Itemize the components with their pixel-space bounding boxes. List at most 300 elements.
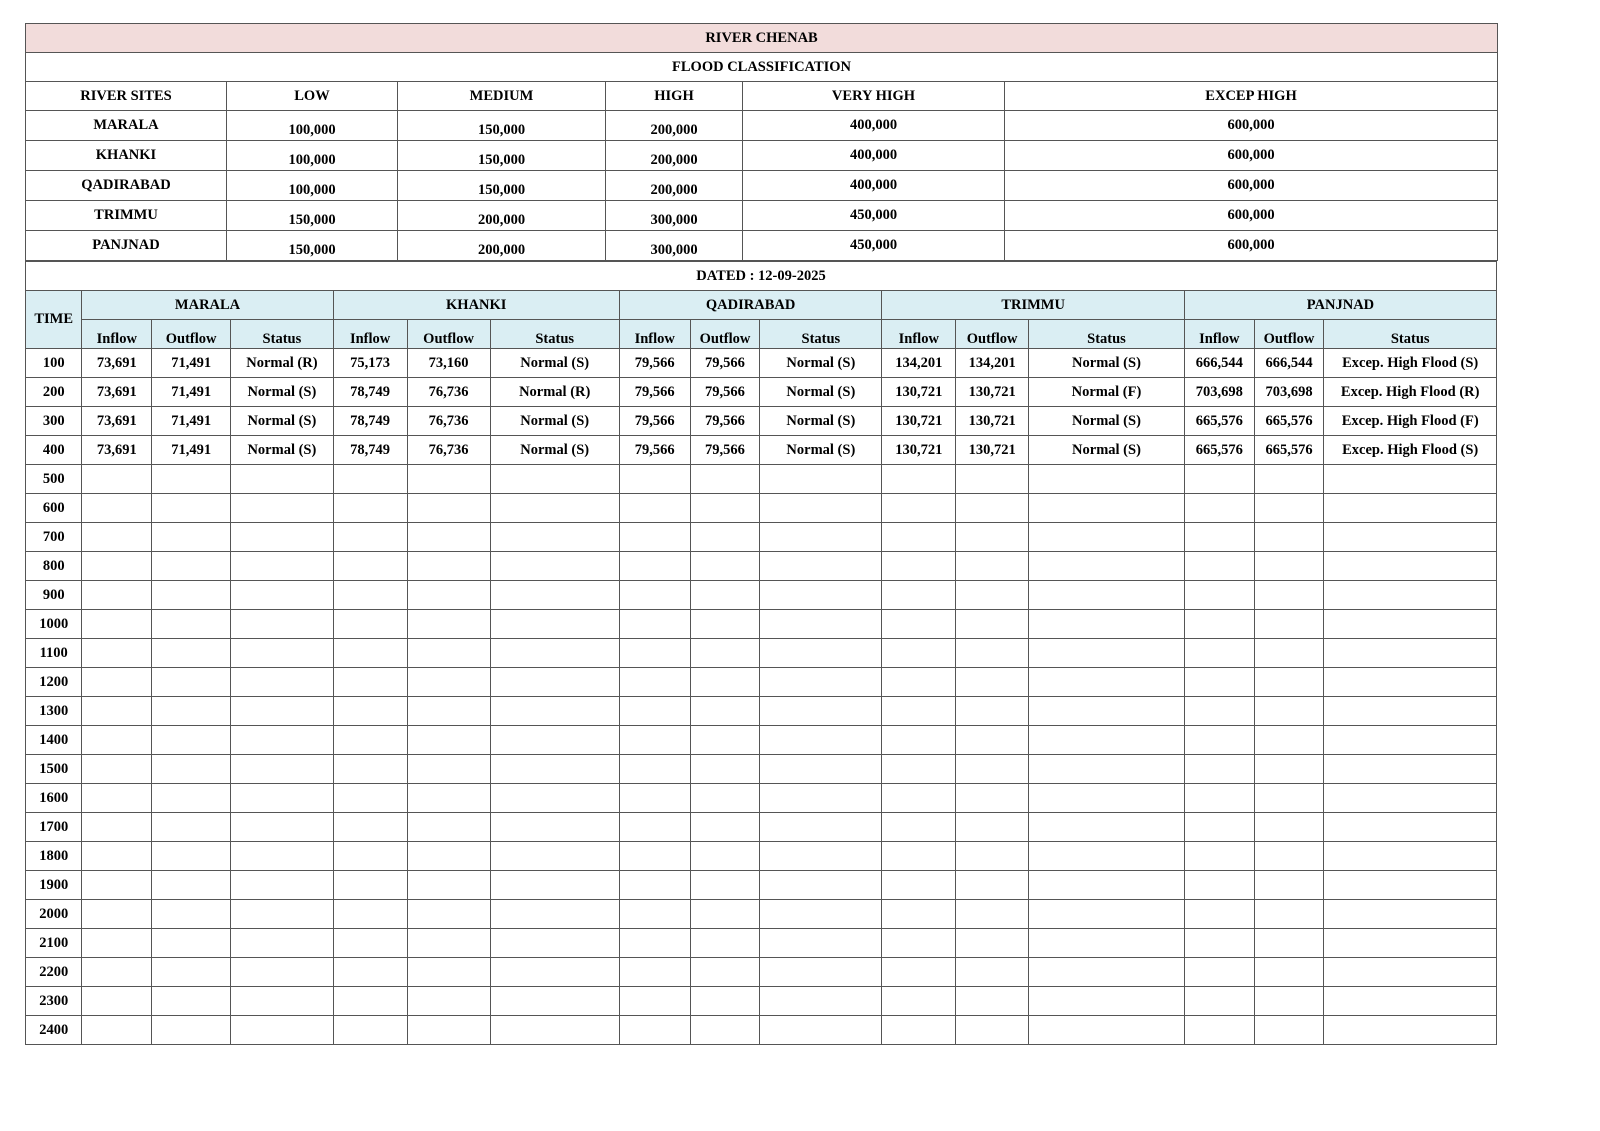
table-row [26,378,1497,407]
flow-cell [231,494,334,523]
flow-cell: 79,566 [619,378,690,407]
flow-cell: Excep. High Flood (S) [1324,349,1497,378]
flow-cell: 665,576 [1254,436,1324,465]
flow-cell: Normal (S) [231,436,334,465]
flow-cell [690,668,760,697]
flow-cell [956,842,1029,871]
flow-cell [231,900,334,929]
threshold-value: 600,000 [1005,231,1498,261]
flow-cell [619,552,690,581]
threshold-value: 300,000 [606,201,743,231]
flow-cell [1184,697,1254,726]
table-row [26,842,1497,871]
flow-cell [882,842,956,871]
status-header: Status [231,320,334,349]
table-row [26,987,1497,1016]
flow-cell: 71,491 [152,436,231,465]
flood-sheet [25,23,1497,1045]
threshold-value: 150,000 [398,141,606,171]
flow-cell [1254,987,1324,1016]
flow-cell [407,581,490,610]
flow-cell [760,552,882,581]
site-name: MARALA [26,111,227,141]
sheet-title: RIVER CHENAB [26,24,1498,53]
flow-cell [956,987,1029,1016]
flow-cell [1254,726,1324,755]
time-cell: 100 [26,349,82,378]
flow-cell [690,581,760,610]
threshold-value: 400,000 [743,141,1005,171]
flow-cell: 73,691 [82,407,152,436]
flow-cell [882,958,956,987]
flow-cell [82,581,152,610]
flow-cell [407,465,490,494]
flow-cell [1029,784,1185,813]
flow-cell [152,494,231,523]
flow-cell [333,842,407,871]
time-cell: 1900 [26,871,82,900]
hourly-flow-table [25,261,1497,1045]
table-row [26,523,1497,552]
time-cell: 900 [26,581,82,610]
flow-cell [152,523,231,552]
time-cell: 800 [26,552,82,581]
flow-cell [333,929,407,958]
flow-cell [956,1016,1029,1045]
flow-cell: 665,576 [1184,436,1254,465]
flow-cell: 78,749 [333,436,407,465]
flow-cell [333,958,407,987]
flow-cell [690,871,760,900]
flow-cell [760,523,882,552]
flow-cell [231,726,334,755]
flow-cell [760,726,882,755]
flow-cell [619,755,690,784]
flow-cell: 130,721 [956,378,1029,407]
flow-cell [760,494,882,523]
flow-cell [760,958,882,987]
flow-cell [882,465,956,494]
threshold-value: 200,000 [606,111,743,141]
classification-header-row [26,82,1498,111]
flow-cell: 78,749 [333,378,407,407]
time-cell: 1500 [26,755,82,784]
flow-cell [1184,900,1254,929]
flow-cell [1254,581,1324,610]
outflow-header: Outflow [956,320,1029,349]
flow-cell [1324,552,1497,581]
flow-cell [490,929,619,958]
table-row [26,436,1497,465]
flow-cell [152,610,231,639]
time-cell: 1600 [26,784,82,813]
flow-cell [407,784,490,813]
flow-cell [231,871,334,900]
table-row [26,958,1497,987]
flow-cell [882,494,956,523]
flow-cell [760,784,882,813]
flow-cell [1184,1016,1254,1045]
inflow-header: Inflow [82,320,152,349]
flow-cell [490,465,619,494]
flow-cell [882,581,956,610]
flow-cell: 665,576 [1184,407,1254,436]
time-cell: 300 [26,407,82,436]
flow-cell [333,697,407,726]
flow-cell [152,755,231,784]
flow-cell [1254,639,1324,668]
flow-cell [152,697,231,726]
flow-cell [231,581,334,610]
flow-cell [82,552,152,581]
threshold-value: 600,000 [1005,111,1498,141]
flow-cell [1324,842,1497,871]
flow-cell [490,639,619,668]
flow-cell [1029,755,1185,784]
flow-cell [1254,813,1324,842]
threshold-value: 450,000 [743,231,1005,261]
flow-cell [1184,581,1254,610]
threshold-value: 100,000 [227,111,398,141]
flow-cell [333,639,407,668]
flow-cell [1184,523,1254,552]
flow-cell [231,987,334,1016]
table-row [26,494,1497,523]
flow-cell [1324,755,1497,784]
flow-cell [690,958,760,987]
time-cell: 600 [26,494,82,523]
flow-cell [1254,755,1324,784]
flow-cell [490,668,619,697]
flow-cell [1184,813,1254,842]
flow-cell [490,610,619,639]
flow-cell [82,610,152,639]
threshold-value: 150,000 [398,111,606,141]
flow-cell: Normal (S) [490,407,619,436]
classification-row-khanki [26,141,1498,171]
flow-cell [231,465,334,494]
flow-cell: 79,566 [690,436,760,465]
flow-cell [152,958,231,987]
flow-cell [1029,842,1185,871]
flow-cell [690,784,760,813]
table-row [26,755,1497,784]
flow-cell [619,871,690,900]
flow-cell: Normal (S) [231,407,334,436]
table-row [26,1016,1497,1045]
flow-cell [619,784,690,813]
flow-cell [1029,581,1185,610]
header-excep-high: EXCEP HIGH [1005,82,1498,111]
flow-cell [152,871,231,900]
time-cell: 1300 [26,697,82,726]
flow-cell [1254,1016,1324,1045]
flow-cell [82,871,152,900]
flow-cell: 79,566 [619,349,690,378]
flow-cell: 78,749 [333,407,407,436]
header-high: HIGH [606,82,743,111]
flow-cell: 79,566 [690,407,760,436]
flow-cell [619,813,690,842]
time-cell: 1400 [26,726,82,755]
time-cell: 1800 [26,842,82,871]
flow-cell [490,842,619,871]
flow-cell [490,871,619,900]
threshold-value: 200,000 [398,201,606,231]
flow-cell [760,813,882,842]
flow-cell [1184,871,1254,900]
flow-cell [619,842,690,871]
time-cell: 500 [26,465,82,494]
flow-cell [1254,668,1324,697]
flow-cell [956,900,1029,929]
flow-cell [152,900,231,929]
flow-cell [1324,726,1497,755]
threshold-value: 400,000 [743,111,1005,141]
site-name: KHANKI [26,141,227,171]
flow-cell: 71,491 [152,349,231,378]
table-row [26,349,1497,378]
flow-cell [231,639,334,668]
flow-cell [407,958,490,987]
flow-cell [1029,871,1185,900]
flow-cell [619,581,690,610]
flow-cell [82,465,152,494]
flow-cell: 134,201 [956,349,1029,378]
flow-cell [407,610,490,639]
threshold-value: 150,000 [398,171,606,201]
flow-cell [882,929,956,958]
classification-row-panjnad [26,231,1498,261]
flow-cell [760,1016,882,1045]
flow-cell [956,726,1029,755]
flow-cell [1029,900,1185,929]
flow-cell: Normal (S) [1029,407,1185,436]
time-cell: 2000 [26,900,82,929]
flow-cell [956,523,1029,552]
flow-cell [1184,842,1254,871]
flow-cell [1184,610,1254,639]
flow-cell [333,552,407,581]
flow-cell [760,639,882,668]
flow-cell: 76,736 [407,378,490,407]
dated-label: DATED : 12-09-2025 [26,262,1497,291]
flow-cell [152,813,231,842]
site-name: QADIRABAD [26,171,227,201]
flow-cell [619,668,690,697]
flow-cell [1324,610,1497,639]
flow-cell [1184,987,1254,1016]
threshold-value: 600,000 [1005,141,1498,171]
flow-cell [152,639,231,668]
inflow-header: Inflow [333,320,407,349]
flow-cell [231,813,334,842]
flow-cell [1324,1016,1497,1045]
header-very-high: VERY HIGH [743,82,1005,111]
flow-cell [690,610,760,639]
flow-cell [882,1016,956,1045]
time-cell: 1700 [26,813,82,842]
inflow-header: Inflow [619,320,690,349]
flow-cell [333,523,407,552]
flow-cell: 134,201 [882,349,956,378]
table-row [26,552,1497,581]
inflow-header: Inflow [1184,320,1254,349]
flow-cell: 666,544 [1254,349,1324,378]
flow-cell: 665,576 [1254,407,1324,436]
flow-cell [333,465,407,494]
outflow-header: Outflow [407,320,490,349]
flow-cell: Normal (S) [760,407,882,436]
flow-cell [1184,552,1254,581]
flow-cell [333,610,407,639]
flow-cell: Normal (S) [760,349,882,378]
flow-cell [1324,494,1497,523]
status-header: Status [760,320,882,349]
flow-cell [619,494,690,523]
flow-cell [82,900,152,929]
flow-cell [690,987,760,1016]
flow-cell [882,755,956,784]
flow-cell [333,581,407,610]
flow-cell [152,552,231,581]
flow-cell [690,639,760,668]
table-row [26,407,1497,436]
flow-cell: Normal (F) [1029,378,1185,407]
threshold-value: 150,000 [227,231,398,261]
classification-table [25,23,1498,261]
flow-cell [1254,465,1324,494]
site-header-qadirabad: QADIRABAD [619,291,882,320]
flow-cell: 73,691 [82,349,152,378]
flow-cell [407,900,490,929]
flow-cell [82,784,152,813]
flow-cell [882,813,956,842]
flow-cell [1184,929,1254,958]
flow-cell [1029,668,1185,697]
flow-cell [1184,958,1254,987]
flow-cell [1324,697,1497,726]
time-cell: 700 [26,523,82,552]
flow-cell [956,755,1029,784]
flow-cell [82,958,152,987]
flow-cell [333,987,407,1016]
status-header: Status [490,320,619,349]
flow-cell [690,755,760,784]
flow-cell [1254,871,1324,900]
flow-cell [1254,958,1324,987]
threshold-value: 300,000 [606,231,743,261]
flow-cell [82,929,152,958]
flow-cell [231,552,334,581]
flow-cell [1184,668,1254,697]
flow-cell [231,668,334,697]
time-cell: 400 [26,436,82,465]
flow-cell [1254,900,1324,929]
table-row [26,929,1497,958]
flow-cell [1184,494,1254,523]
table-row [26,610,1497,639]
flow-cell [690,900,760,929]
time-cell: 2400 [26,1016,82,1045]
flow-cell [231,523,334,552]
classification-row-trimmu [26,201,1498,231]
flow-cell [407,726,490,755]
flow-cell [407,813,490,842]
flow-cell [690,842,760,871]
flow-cell: Excep. High Flood (S) [1324,436,1497,465]
flow-cell [690,523,760,552]
flow-cell [152,929,231,958]
flow-cell [1029,1016,1185,1045]
flow-cell: 73,691 [82,436,152,465]
flow-cell [1029,726,1185,755]
flow-cell [690,494,760,523]
flow-cell [956,610,1029,639]
table-row [26,697,1497,726]
flow-cell [407,755,490,784]
flow-cell [1324,987,1497,1016]
flow-cell [1324,813,1497,842]
flow-cell: 666,544 [1184,349,1254,378]
flow-cell [1254,929,1324,958]
table-row [26,668,1497,697]
flow-cell: 73,691 [82,378,152,407]
flow-cell [333,726,407,755]
header-medium: MEDIUM [398,82,606,111]
flow-cell: Normal (S) [760,378,882,407]
flow-cell [231,784,334,813]
flow-cell [490,552,619,581]
flow-cell [956,813,1029,842]
flow-cell [1029,929,1185,958]
flow-cell [82,1016,152,1045]
flow-cell [1184,465,1254,494]
flow-cell [619,523,690,552]
flow-cell [690,813,760,842]
flow-cell [407,842,490,871]
flow-cell [1254,784,1324,813]
threshold-value: 100,000 [227,141,398,171]
threshold-value: 400,000 [743,171,1005,201]
flow-cell [490,697,619,726]
flow-cell [231,1016,334,1045]
flow-cell [956,929,1029,958]
flow-cell: 79,566 [690,349,760,378]
threshold-value: 200,000 [398,231,606,261]
flow-cell [231,842,334,871]
flow-cell [1254,610,1324,639]
flow-cell [1029,639,1185,668]
flow-cell [760,842,882,871]
flow-cell [82,813,152,842]
flow-cell [1324,639,1497,668]
flow-cell [690,465,760,494]
inflow-header: Inflow [882,320,956,349]
flow-cell [82,987,152,1016]
flow-cell [1184,726,1254,755]
flow-cell [1324,784,1497,813]
flow-cell [231,610,334,639]
flow-cell [82,494,152,523]
flow-cell [760,755,882,784]
flow-cell [490,494,619,523]
flow-cell [690,697,760,726]
flow-cell [882,726,956,755]
flow-cell [956,465,1029,494]
flow-cell [82,523,152,552]
time-cell: 2100 [26,929,82,958]
